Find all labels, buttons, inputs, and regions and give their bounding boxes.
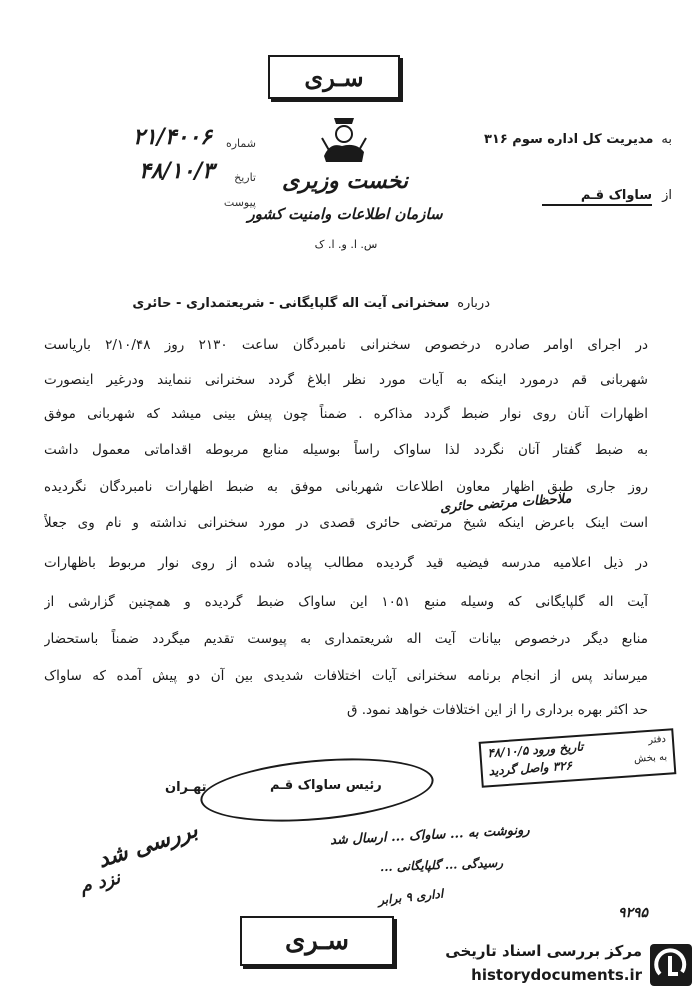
from-row — [432, 188, 672, 206]
classification-stamp-top — [268, 55, 400, 99]
classification-stamp-bottom — [240, 916, 394, 966]
handwritten-left-signature-1: بررسی شد — [94, 816, 201, 874]
number-label: شماره — [225, 137, 256, 150]
handwritten-note-right-3: اداری ۹ برابر — [377, 886, 444, 908]
body-line-1: در اجرای اوامر صادره درخصوص سخنرانی نامبردگان ساعت ۲۱۳۰ روز ۲/۱۰/۴۸ باریاست — [44, 337, 648, 353]
date-row — [56, 158, 256, 184]
body-line-10: میرساند پس از انجام برنامه سخنرانی آیات اختلافات شدیدی بین آن دو پیش آمده که ساواک — [44, 668, 648, 684]
lion-and-sun-emblem-icon — [316, 112, 372, 170]
watermark — [428, 940, 696, 992]
body-line-8: آیت اله گلپایگانی که وسیله منبع ۱۰۵۱ این ساواک ضبط گردیده و همچنین گزارشی از — [44, 594, 648, 610]
from-label: از — [662, 188, 672, 203]
body-line-4: به ضبط گفتار آنان نگردد لذا ساواک راساً بوسیله منابع مربوطه اقداماتی معمول داشت — [44, 442, 648, 458]
received-stamp-office: دفتر — [647, 733, 667, 747]
classification-label: سـرى — [284, 926, 350, 956]
date-value: ۴۸/۱۰/۳ — [138, 158, 215, 184]
organization-code: س. ا. و. ا. ک — [314, 238, 378, 251]
from-value: ساواک قـم — [542, 188, 652, 206]
number-value: ۲۱/۴۰۰۶ — [133, 124, 212, 150]
ministry-name: نخست وزیری — [282, 168, 408, 194]
attachment-row — [56, 196, 256, 209]
received-stamp-status: ۳۲۶ واصل گردید — [488, 758, 573, 779]
number-row — [56, 124, 256, 150]
organization-name: سازمان اطلاعات وامنیت کشور — [247, 205, 443, 223]
to-label: به — [661, 132, 672, 147]
handwritten-note-right-1: رونوشت به ... ساواک ... ارسال شد — [329, 822, 530, 849]
watermark-center-name: مرکز بررسی اسناد تاریخی — [445, 942, 642, 960]
received-stamp-date: تاریخ ورود ۴۸/۱۰/۵ — [486, 739, 584, 761]
signature-city: تهـران — [165, 780, 207, 795]
received-stamp-section: به بخش — [633, 751, 668, 766]
subject-label: درباره — [457, 296, 490, 311]
body-line-11: حد اکثر بهره برداری را از این اختلافات خواهد نمود. ق — [346, 702, 648, 718]
body-line-9: منابع دیگر درخصوص بیانات آیت اله شریعتمداری به پیوست تقدیم میگردد ضمناً باستحضار — [44, 631, 648, 647]
date-label: تاریخ — [234, 171, 256, 184]
handwritten-doc-number: ۹۲۹۵ — [618, 905, 649, 921]
handwritten-between-lines: ملاحظات مرتضی حائری — [439, 491, 572, 516]
body-line-3: اظهارات آنان روی نوار ضبط گردد مذاکره . ضمناً چون پیش بینی میشد که شهربانی موفق — [44, 406, 648, 422]
subject-value: سخنرانی آیت اله گلپایگانی - شریعتمداری - حائری — [132, 296, 450, 311]
body-line-5: روز جاری طبق اظهار معاون اطلاعات شهربانی موفق به ضبط اظهارات نامبردگان نگردیده — [44, 479, 648, 495]
handwritten-left-signature-2: نزد م — [78, 867, 123, 898]
watermark-url: historydocuments.ir — [471, 966, 642, 984]
body-line-7: در ذیل اعلامیه مدرسه فیضیه قید گردیده مطالب پیاده شده از روی نوار مربوط باظهارات — [44, 555, 648, 571]
signature-title: رئیس ساواک قـم — [270, 778, 382, 793]
subject-row — [132, 296, 490, 311]
handwritten-note-right-2: رسیدگی ... گلپایگانی ... — [379, 855, 504, 875]
center-logo-icon — [650, 944, 692, 986]
received-stamp — [479, 728, 677, 787]
body-line-6: است اینک باعرض اینکه شیخ مرتضی حائری قصدی در مورد سخنرانی نداشته و نام وی جعلاً — [44, 515, 648, 531]
attachment-label: پیوست — [223, 196, 256, 209]
classification-label: سـرى — [304, 62, 364, 92]
body-line-2: شهربانی قم درمورد اینکه به آیات مورد نظر ابلاغ گردد سخنرانی ننمایند ودرغیر اینصورت — [44, 372, 648, 388]
to-row — [432, 132, 672, 147]
to-value: مدیریت کل اداره سوم ۳۱۶ — [483, 132, 654, 147]
